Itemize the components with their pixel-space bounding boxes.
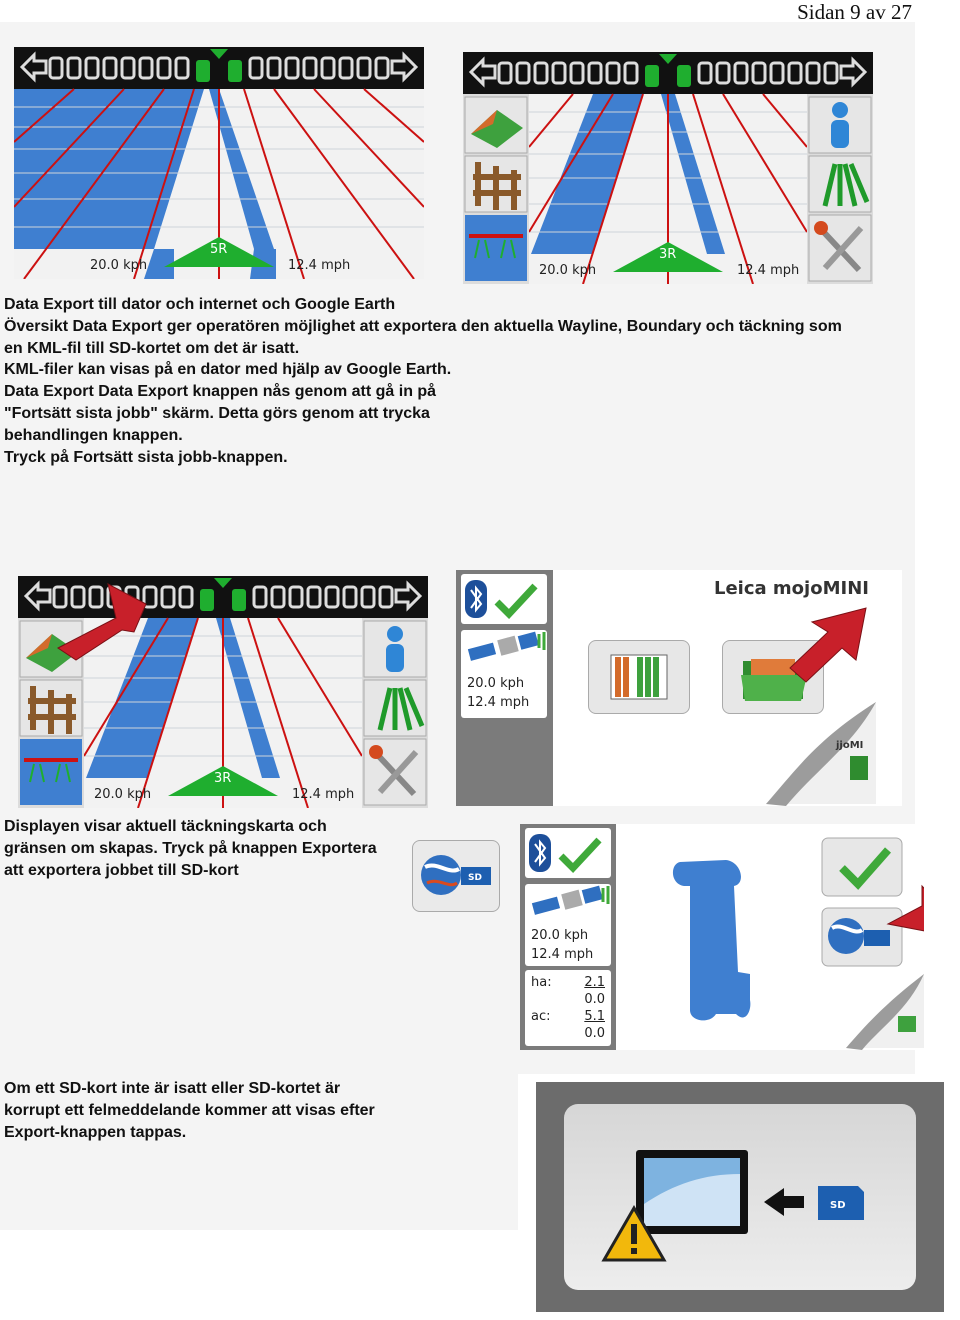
speed-mph: 12.4 mph	[737, 263, 800, 278]
ac-value-2: 0.0	[584, 1026, 605, 1041]
export-button-thumbnail[interactable]	[412, 840, 500, 912]
page-curl-icon	[846, 974, 924, 1050]
guidance-screen-3	[18, 576, 428, 808]
section-1-line: KML-filer kan visas på en dator med hjälp av Google Earth.	[4, 361, 452, 379]
section-1-heading: Data Export till dator och internet och Google Earth	[4, 296, 396, 313]
guidance-screen-1	[14, 47, 424, 279]
implement-icon	[465, 215, 527, 281]
coverage-map-screen	[520, 824, 924, 1050]
speed-kph: 20.0 kph	[467, 676, 525, 691]
speed-mph: 12.4 mph	[531, 947, 594, 962]
speed-mph: 12.4 mph	[467, 695, 530, 710]
error-dialog	[564, 1104, 916, 1290]
page-number: Sidan 9 av 27	[797, 0, 912, 24]
section-2-line: Displayen visar aktuell täckningskarta och	[4, 818, 327, 835]
section-1-line: en KML-fil till SD-kortet om det är isatt.	[4, 339, 300, 357]
section-1-line: behandlingen knappen.	[4, 426, 183, 444]
ha-value: 2.1	[584, 975, 605, 990]
coverage-shape	[673, 860, 750, 1020]
ac-label: ac:	[531, 1009, 551, 1024]
section-1-text	[4, 294, 842, 468]
lines-icon	[364, 680, 426, 736]
section-2-line: gränsen om skapas. Tryck på knappen Exportera	[4, 839, 377, 857]
ha-value-2: 0.0	[584, 992, 605, 1007]
speed-kph: 20.0 kph	[90, 258, 148, 273]
guidance-screen-2	[463, 52, 873, 284]
left-arrow-icon	[764, 1188, 804, 1216]
export-button[interactable]	[822, 908, 902, 966]
sd-label: SD	[830, 1200, 846, 1211]
row-number: 3R	[659, 247, 677, 262]
section-2-line: att exportera jobbet till SD-kort	[4, 861, 239, 879]
speed-kph: 20.0 kph	[531, 928, 589, 943]
sd-label: SD	[468, 873, 482, 883]
info-person-icon	[364, 621, 426, 677]
section-3-line: Om ett SD-kort inte är isatt eller SD-kortet är	[4, 1080, 341, 1097]
section-3-text	[4, 1078, 375, 1143]
section-1-line: "Fortsätt sista jobb" skärm. Detta görs genom att trycka	[4, 404, 430, 422]
sd-error-screen	[536, 1082, 944, 1312]
globe-sd-icon	[421, 855, 491, 895]
info-person-icon	[809, 97, 871, 153]
ha-label: ha:	[531, 975, 552, 990]
ac-value: 5.1	[584, 1009, 605, 1024]
mini-brand: jjoMI	[836, 740, 864, 751]
section-3-line: Export-knappen tappas.	[4, 1123, 187, 1141]
section-1-line: Data Export Data Export knappen nås genom att gå in på	[4, 383, 437, 401]
page-curl-icon	[766, 702, 876, 806]
confirm-button[interactable]	[822, 838, 902, 896]
speed-kph: 20.0 kph	[94, 787, 152, 802]
section-2-text	[4, 816, 377, 881]
speed-kph: 20.0 kph	[539, 263, 597, 278]
section-1-line: Tryck på Fortsätt sista jobb-knappen.	[4, 448, 288, 466]
section-1-line: Översikt Data Export ger operatören möjlighet att exportera den aktuella Wayline, Boundary och täckning som	[4, 317, 842, 335]
row-number: 3R	[214, 771, 232, 786]
implement-icon	[20, 739, 82, 805]
speed-mph: 12.4 mph	[292, 787, 355, 802]
fence-icon	[20, 680, 82, 736]
field-icon	[465, 97, 527, 153]
display-icon	[636, 1150, 748, 1234]
tools-icon	[364, 739, 426, 805]
brand-title: Leica mojoMINI	[714, 578, 869, 599]
section-3-line: korrupt ett felmeddelande kommer att visas efter	[4, 1101, 375, 1119]
red-pointer-arrow-icon	[790, 608, 866, 682]
fence-icon	[465, 156, 527, 212]
lines-icon	[809, 156, 871, 212]
mojomini-menu-screen	[456, 570, 902, 806]
speed-mph: 12.4 mph	[288, 258, 351, 273]
row-number: 5R	[210, 242, 228, 257]
sd-card-icon	[818, 1186, 864, 1220]
tools-icon	[809, 215, 871, 281]
